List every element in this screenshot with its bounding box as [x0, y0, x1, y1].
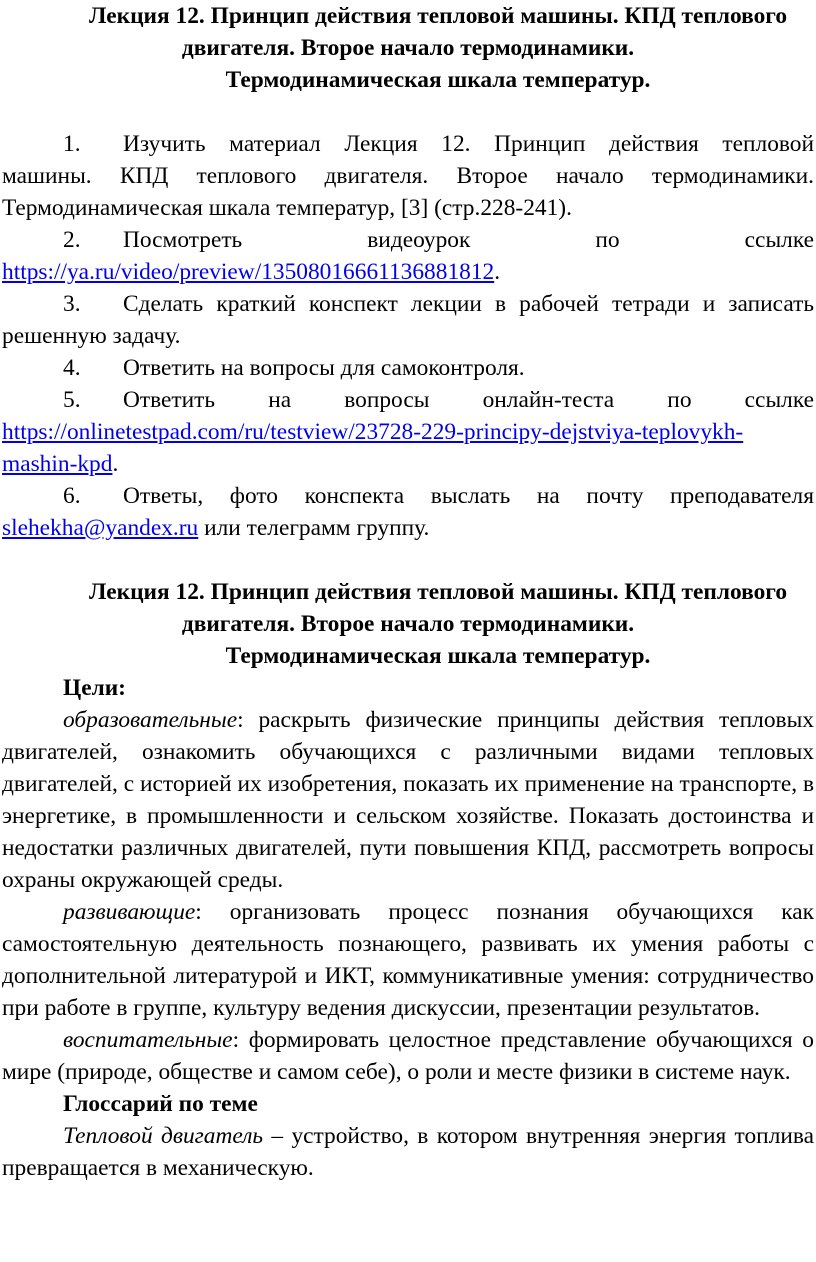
goal-educational: [2, 704, 814, 896]
lecture-title-line-2: двигателя. Второе начало термодинамики.: [181, 611, 635, 637]
goal-developmental: [2, 896, 814, 1024]
glossary-term-text: – устройство, в котором внутренняя энергия топлива превращается в механическую.: [2, 1123, 814, 1181]
glossary-term-1: [2, 1120, 814, 1184]
teacher-email-link[interactable]: slehekha@yandex.ru: [2, 515, 199, 541]
task-6-line-2: [2, 512, 814, 544]
heading-line-2: двигателя. Второе начало термодинамики.: [181, 35, 635, 61]
task-5-link-line-1: [2, 416, 814, 448]
task-6: [2, 480, 814, 512]
task-1-line-2: машины. КПД теплового двигателя. Второе начало термодинамики.: [2, 163, 814, 189]
task-1: [2, 128, 814, 160]
heading-line-1: Лекция 12. Принцип действия тепловой машины. КПД теплового: [88, 3, 788, 29]
goal-upbringing-label: воспитательные: [63, 1027, 233, 1053]
goal-educational-label: образовательные: [63, 707, 238, 733]
glossary-term-label: Тепловой двигатель: [63, 1123, 264, 1149]
task-text: Ответы, фото конспекта выслать на почту преподавателя: [123, 483, 814, 509]
task-number: 5.: [63, 387, 81, 413]
task-number: 2.: [63, 227, 81, 253]
punctuation: .: [494, 259, 501, 285]
task-5: [2, 384, 814, 416]
goal-upbringing: [2, 1024, 814, 1088]
task-4: [2, 352, 814, 384]
heading-line-3: Термодинамическая шкала температур.: [225, 67, 651, 93]
goal-upbringing-text: : формировать целостное представление обучающихся о мире (природе, обществе и самом себе), о роли и месте физики в системе наук.: [2, 1027, 814, 1085]
task-number: 3.: [63, 291, 81, 317]
punctuation: .: [112, 451, 119, 477]
task-number: 1.: [63, 131, 81, 157]
glossary-label: Глоссарий по теме: [63, 1091, 258, 1117]
goal-educational-text: : раскрыть физические принципы действия тепловых двигателей, ознакомить обучающихся с различными видами тепловых двигателей, с историей их изобретения, показать их применение на транспорте, в энергетике, в промышленности и сельском хозяйстве. Показать достоинства и недостатки различных двигателей, пути повышения КПД, рассмотреть вопросы охраны окружающей среды.: [2, 707, 814, 893]
task-text: Ответить на вопросы для самоконтроля.: [123, 355, 525, 381]
goals-label: Цели:: [63, 675, 126, 701]
lecture-title-line-3: Термодинамическая шкала температур.: [225, 643, 651, 669]
video-link[interactable]: https://ya.ru/video/preview/13508016661136881812: [2, 259, 495, 285]
task-text: Ответить на вопросы онлайн-теста по ссылке: [123, 387, 814, 413]
lecture-title: [2, 576, 814, 672]
lecture-title-line-1: Лекция 12. Принцип действия тепловой машины. КПД теплового: [88, 579, 788, 605]
test-link-continued[interactable]: mashin-kpd: [2, 451, 113, 477]
task-number: 6.: [63, 483, 81, 509]
task-number: 4.: [63, 355, 81, 381]
goal-developmental-text: : организовать процесс познания обучающихся как самостоятельную деятельность познающего, развивать их умения работы с дополнительной литературой и ИКТ, коммуникативные умения: сотрудничество при работе в группе, культуру ведения дискуссии, презентации результатов.: [2, 899, 814, 1021]
task-1-line-3: Термодинамическая шкала температур, [3] (стр.228-241).: [2, 195, 572, 221]
task-text: или телеграмм группу.: [198, 515, 430, 541]
task-3-line-2: решенную задачу.: [2, 323, 181, 349]
task-2-link-line: [2, 256, 814, 288]
task-2: [2, 224, 814, 256]
document-heading: [2, 0, 814, 96]
task-text: Посмотреть видеоурок по ссылке: [123, 227, 814, 253]
goal-developmental-label: развивающие: [63, 899, 196, 925]
task-3: [2, 288, 814, 320]
task-text: Сделать краткий конспект лекции в рабочей тетради и записать: [123, 291, 814, 317]
task-text: Изучить материал Лекция 12. Принцип действия тепловой: [123, 131, 814, 157]
test-link[interactable]: https://onlinetestpad.com/ru/testview/23728-229-principy-dejstviya-teplovykh-: [2, 419, 744, 445]
task-5-link-line-2: [2, 448, 814, 480]
